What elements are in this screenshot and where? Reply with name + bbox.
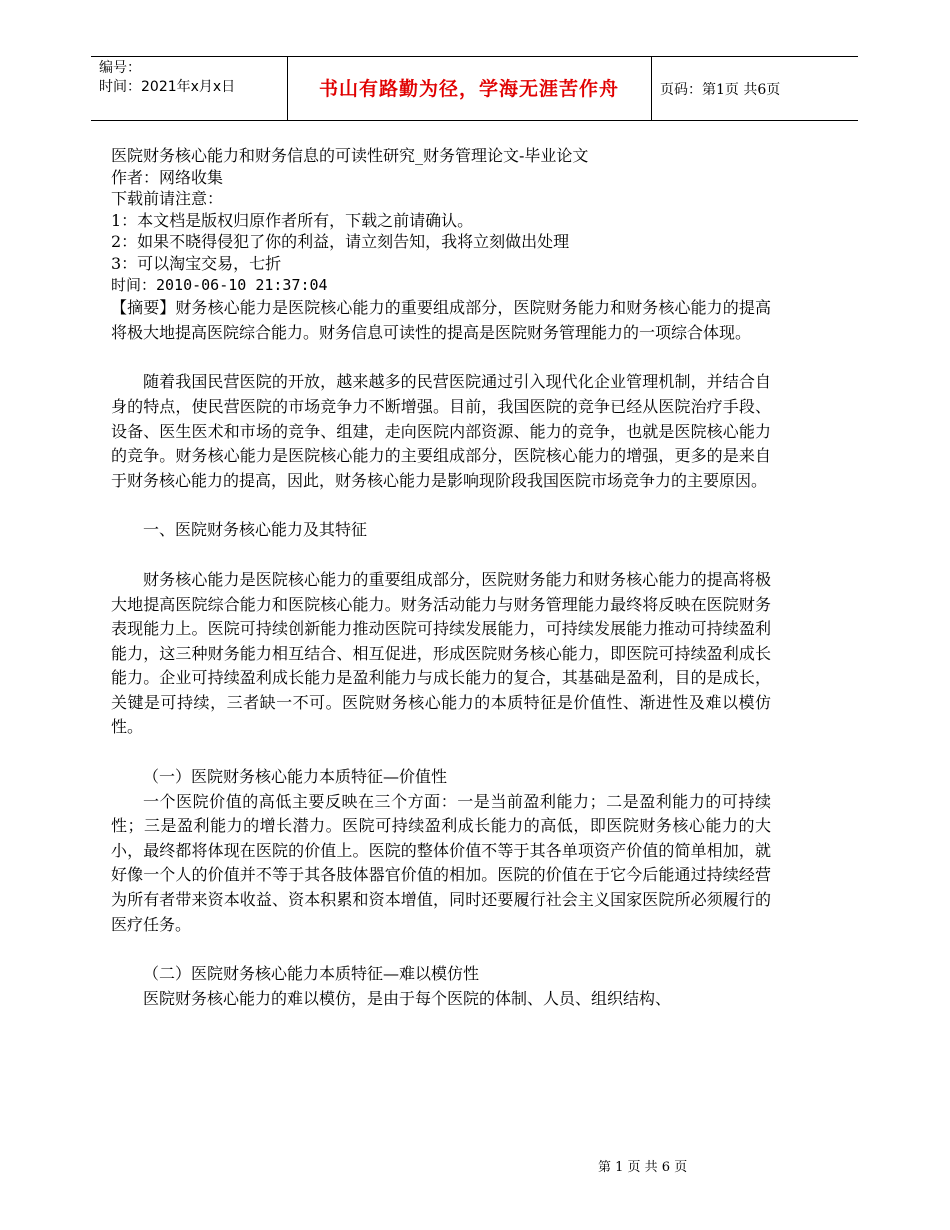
notice-item-1: 1：本文档是版权归原作者所有，下载之前请确认。 bbox=[111, 210, 474, 230]
notice-item-2: 2：如果不晓得侵犯了你的利益，请立刻告知，我将立刻做出处理 bbox=[111, 232, 570, 252]
subsection-heading-1: （一）医院财务核心能力本质特征—价值性 bbox=[143, 767, 448, 787]
header-motto: 书山有路勤为径，学海无涯苦作舟 bbox=[318, 78, 619, 100]
document-time: 时间：2010-06-10 21:37:04 bbox=[111, 275, 328, 294]
document-title: 医院财务核心能力和财务信息的可读性研究_财务管理论文-毕业论文 bbox=[111, 146, 589, 165]
abstract-paragraph: 【摘要】财务核心能力是医院核心能力的重要组成部分，医院财务能力和财务核心能力的提高将极大地提高医院综合能力。财务信息可读性的提高是医院财务管理能力的一项综合体现。 bbox=[111, 298, 771, 342]
header-bottom-rule bbox=[91, 120, 858, 121]
body-paragraph-2: 一个医院价值的高低主要反映在三个方面：一是当前盈利能力；二是盈利能力的可持续性；三是盈利能力的增长潜力。医院可持续盈利成长能力的高低，即医院财务核心能力的大小，最终都将体现在医院的价值上。医院的整体价值不等于其各单项资产价值的简单相加，就好像一个人的价值并不等于其各肢体器官价值的相加。医院的价值在于它今后能通过持续经营为所有者带来资本收益、资本积累和资本增值，同时还要履行社会主义国家医院所必须履行的医疗任务。 bbox=[111, 791, 771, 934]
header-divider-right bbox=[651, 56, 652, 120]
header-number-label: 编号： bbox=[99, 60, 141, 76]
intro-paragraph: 随着我国民营医院的开放，越来越多的民营医院通过引入现代化企业管理机制，并结合自身的特点，使民营医院的市场竞争力不断增强。目前，我国医院的竞争已经从医院治疗手段、设备、医生医术和市场的竞争、组建，走向医院内部资源、能力的竞争，也就是医院核心能力的竞争。财务核心能力是医院核心能力的主要组成部分，医院核心能力的增强，更多的是来自于财务核心能力的提高，因此，财务核心能力是影响现阶段我国医院市场竞争力的主要原因。 bbox=[111, 372, 771, 490]
header-time-label: 时间：2021年x月x日 bbox=[99, 79, 236, 95]
notice-heading: 下载前请注意： bbox=[111, 189, 224, 209]
body-paragraph-3: 医院财务核心能力的难以模仿，是由于每个医院的体制、人员、组织结构、 bbox=[143, 988, 672, 1008]
header-page-info: 页码：第1页 共6页 bbox=[660, 82, 781, 98]
header-meta bbox=[99, 59, 235, 97]
header-top-rule bbox=[91, 56, 858, 57]
document-author: 作者：网络收集 bbox=[111, 167, 224, 187]
body-paragraph-1: 财务核心能力是医院核心能力的重要组成部分，医院财务能力和财务核心能力的提高将极大地提高医院综合能力和医院核心能力。财务活动能力与财务管理能力最终将反映在医院财务表现能力上。医院可持续创新能力推动医院可持续发展能力，可持续发展能力推动可持续盈利能力，这三种财务能力相互结合、相互促进，形成医院财务核心能力，即医院可持续盈利成长能力。企业可持续盈利成长能力是盈利能力与成长能力的复合，其基础是盈利，目的是成长，关键是可持续，三者缺一不可。医院财务核心能力的本质特征是价值性、渐进性及难以模仿性。 bbox=[111, 569, 771, 737]
page-footer: 第 1 页 共 6 页 bbox=[598, 1160, 688, 1175]
section-heading-1: 一、医院财务核心能力及其特征 bbox=[143, 520, 368, 540]
notice-item-3: 3：可以淘宝交易，七折 bbox=[111, 253, 282, 273]
document-body bbox=[111, 145, 771, 1011]
subsection-heading-2: （二）医院财务核心能力本质特征—难以模仿性 bbox=[143, 964, 480, 984]
